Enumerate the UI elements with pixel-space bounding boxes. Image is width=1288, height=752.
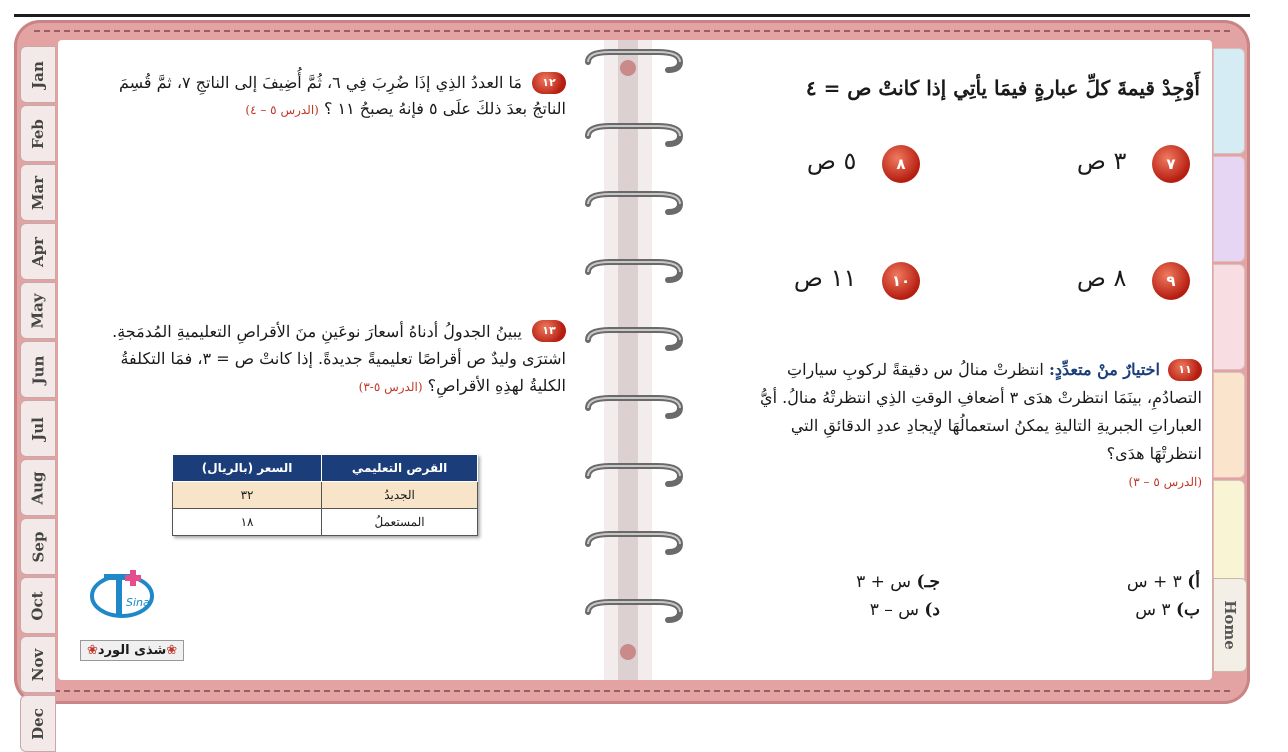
logo-text: Sina (126, 596, 150, 609)
stitch-bottom (34, 690, 1230, 692)
question-number-badge: ١٣ (532, 320, 566, 342)
month-tab-label: Jul (28, 416, 47, 441)
month-tab-mar[interactable] (20, 164, 56, 221)
month-tab-sep[interactable] (20, 518, 56, 575)
section-tab-3[interactable] (1213, 264, 1245, 370)
expression-text: ١١ ص (793, 264, 857, 292)
month-tab-nov[interactable] (20, 636, 56, 693)
binder-ring (580, 530, 688, 556)
question-number-badge: ٧ (1152, 145, 1190, 183)
binder-ring (580, 598, 688, 624)
question-number-badge: ١٠ (882, 262, 920, 300)
choice-text: س – ٣ (869, 600, 919, 620)
table-cell: ٣٢ (173, 482, 322, 509)
choice-d[interactable] (780, 596, 940, 624)
expression-text: ٨ ص (1076, 264, 1127, 292)
month-tab-label: Aug (28, 470, 47, 505)
month-tab-label: Jun (28, 355, 47, 384)
month-tab-jan[interactable] (20, 46, 56, 103)
month-tab-label: Feb (29, 118, 47, 149)
choice-letter: جـ) (916, 572, 940, 592)
table-cell: المستعملُ (322, 509, 478, 536)
binder-ring (580, 326, 688, 352)
month-tab-label: Sep (29, 531, 47, 562)
table-cell: ١٨ (173, 509, 322, 536)
month-tabs (20, 46, 56, 740)
question-number-badge: ١١ (1168, 359, 1202, 381)
expression-item (750, 145, 920, 183)
question-13-text: يبينُ الجدولُ أدناهُ أسعارَ نوعَينِ منَ الأقراصِ التعليميةِ المُدمَجةِ. اشترَى وليدٌ ص أقراصًا تعليميةً جديدةً. إذا كانتْ ص = ٣، فمَا التكلفةُ الكليةُ لهذِهِ الأقراصِ؟ (112, 322, 566, 395)
choice-letter: د) (924, 600, 940, 620)
binder-ring (580, 462, 688, 488)
question-13 (96, 318, 566, 401)
choice-a[interactable] (960, 568, 1200, 596)
choice-b[interactable] (960, 596, 1200, 624)
month-tab-label: Dec (29, 707, 47, 740)
choice-text: س + ٣ (856, 572, 912, 592)
question-11 (760, 356, 1202, 496)
lesson-reference: (الدرس ٥ – ٣) (1128, 475, 1202, 489)
table-row (173, 509, 478, 536)
choices-right-column (960, 568, 1200, 624)
price-table (172, 454, 478, 536)
binder-ring (580, 48, 688, 74)
month-tab-label: Jan (28, 60, 47, 89)
month-tab-may[interactable] (20, 282, 56, 339)
section-tabs (1213, 48, 1245, 588)
month-tab-jun[interactable] (20, 341, 56, 398)
table-header: السعر (بالريال) (173, 455, 322, 482)
brand-badge: ❀شذى الورد❀ (80, 640, 184, 661)
expression-text: ٣ ص (1076, 147, 1127, 175)
multiple-choice-label: اختيارٌ منْ متعدِّدٍ: (1048, 360, 1160, 379)
question-number-badge: ١٢ (532, 72, 566, 94)
expression-item (1000, 262, 1190, 300)
top-rule (14, 14, 1250, 17)
section-tab-5[interactable] (1213, 480, 1245, 586)
month-tab-jul[interactable] (20, 400, 56, 457)
month-tab-label: Nov (29, 648, 47, 681)
section-tab-2[interactable] (1213, 156, 1245, 262)
choice-letter: أ) (1187, 572, 1200, 592)
month-tab-label: Oct (28, 590, 47, 621)
home-tab[interactable] (1213, 578, 1247, 672)
binder-ring (580, 394, 688, 420)
exercise-heading: أَوْجِدْ قيمةَ كلِّ عبارةٍ فيمَا يأتِي إذا كانتْ ص = ٤ (805, 76, 1200, 100)
month-tab-label: May (29, 292, 48, 329)
section-tab-1[interactable] (1213, 48, 1245, 154)
choice-text: ٣ + س (1126, 572, 1182, 592)
lesson-reference: (الدرس ٥ – ٤) (245, 103, 319, 117)
brand-text: شذى الورد (97, 643, 167, 658)
section-tab-4[interactable] (1213, 372, 1245, 478)
expression-text: ٥ ص (806, 147, 857, 175)
month-tab-feb[interactable] (20, 105, 56, 162)
lesson-reference: (الدرس ٥-٣) (358, 380, 423, 394)
choices-left-column (780, 568, 940, 624)
month-tab-dec[interactable] (20, 695, 56, 752)
question-12-text: مَا العددُ الذِي إذَا ضُرِبَ فِي ٦، ثُمَّ أُضِيفَ إلى الناتجِ ٧، ثمَّ قُسِمَ الناتجُ بعدَ ذلكَ علَى ٥ فإنهُ يصبحُ ١١ ؟ (118, 73, 566, 118)
sina-logo (86, 566, 196, 626)
choice-letter: ب) (1175, 600, 1200, 620)
choice-text: ٣ س (1135, 600, 1171, 620)
table-cell: الجديدُ (322, 482, 478, 509)
month-tab-oct[interactable] (20, 577, 56, 634)
binder-ring (580, 190, 688, 216)
question-number-badge: ٨ (882, 145, 920, 183)
binder-ring (580, 258, 688, 284)
table-header: القرص التعليمي (322, 455, 478, 482)
question-11-text: انتظرتْ منالُ س دقيقةً لركوبِ سياراتِ التصادُمِ، بينَمَا انتظرتْ هدَى ٣ أضعافِ الوقتِ الذِي انتظرتْهُ منالُ. أيُّ العباراتِ الجبريةِ التاليةِ يمكنُ استعمالُهَا لإيجادِ عددِ الدقائقِ التي انتظرتْهَا هدَى؟ (760, 360, 1202, 463)
binder-ring (580, 122, 688, 148)
question-number-badge: ٩ (1152, 262, 1190, 300)
month-tab-label: Mar (29, 175, 48, 210)
expression-item (750, 262, 920, 300)
stitch-top (34, 30, 1230, 32)
month-tab-apr[interactable] (20, 223, 56, 280)
month-tab-aug[interactable] (20, 459, 56, 516)
home-tab-label: Home (1221, 600, 1239, 650)
question-12 (96, 70, 566, 123)
table-row (173, 482, 478, 509)
month-tab-label: Apr (29, 236, 47, 267)
choice-c[interactable] (780, 568, 940, 596)
expression-item (1000, 145, 1190, 183)
